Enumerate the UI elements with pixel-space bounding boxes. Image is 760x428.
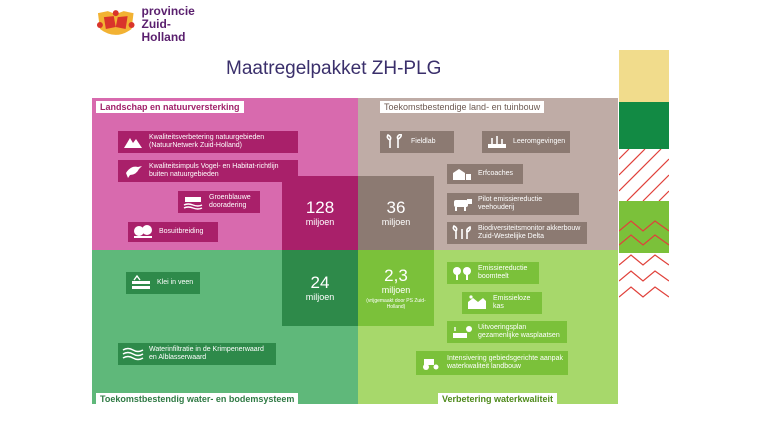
- measure-label: Kwaliteitsimpuls Vogel- en Habitat-richtlijn buiten natuurgebieden: [149, 163, 279, 178]
- measure-label: Groenblauwe dooradering: [209, 194, 251, 209]
- logo-line-1: provincie: [141, 3, 195, 18]
- budget-unit: miljoen: [305, 216, 335, 227]
- page-title: Maatregelpakket ZH-PLG: [226, 58, 442, 79]
- logo-line-2: Zuid-Holland: [141, 16, 186, 44]
- budget-value: 24: [310, 272, 330, 292]
- decor-strip-zigzag: [619, 253, 669, 302]
- budget-unit: miljoen: [305, 291, 335, 302]
- budget-unit: miljoen: [381, 284, 411, 295]
- decor-strip-dark-green: [619, 102, 669, 149]
- quadrant-label-water-quality: Verbetering waterkwaliteit: [438, 393, 557, 405]
- greenhouse-icon: [466, 295, 488, 311]
- measure-label: Klei in veen: [157, 279, 194, 286]
- quadrant-label-landscape: Landschap en natuurversterking: [96, 101, 244, 113]
- province-logo: [94, 3, 214, 44]
- measure-label: Bosuitbreiding: [159, 228, 204, 235]
- measure-emissieloze-kas: [462, 292, 542, 314]
- washing-place-icon: [451, 324, 473, 340]
- measure-label: Biodiversiteitsmonitor akkerbouw Zuid-Westelijke Delta: [478, 225, 581, 240]
- learning-field-icon: [486, 134, 508, 150]
- soil-layers-icon: [130, 275, 152, 291]
- measure-label: Erfcoaches: [478, 170, 514, 177]
- measure-label: Waterinfiltratie in de Krimpenerwaard en Alblasserwaard: [149, 346, 264, 361]
- measure-label: Intensivering gebiedsgerichte aanpak waterkwaliteit landbouw: [447, 355, 563, 370]
- measure-pilot-emissie: [447, 193, 579, 215]
- measure-label: Fieldlab: [411, 138, 436, 145]
- measure-bosuitbreiding: [128, 222, 218, 242]
- farm-icon: [451, 166, 473, 182]
- budget-value: 128: [305, 197, 335, 217]
- budget-landscape: [282, 176, 358, 250]
- budget-agriculture: [358, 176, 434, 250]
- decor-strip-yellow: [619, 50, 669, 102]
- cow-icon: [451, 196, 473, 212]
- water-landscape-icon: [182, 194, 204, 210]
- measure-label: Leeromgevingen: [513, 138, 566, 145]
- coat-of-arms-icon: [94, 9, 138, 39]
- measure-biodiversiteit: [447, 222, 587, 244]
- water-waves-icon: [122, 346, 144, 362]
- budget-note: (vrijgemaakt door PS Zuid-Holland): [366, 297, 426, 310]
- measure-waterinfiltratie: [118, 343, 276, 365]
- measure-uitvoeringsplan: [447, 321, 567, 343]
- decor-strip-lime-pattern: [619, 201, 669, 253]
- measure-label: Emissiereductie boomteelt: [478, 265, 528, 280]
- measure-label: Uitvoeringsplan gezamenlijke wasplaatsen: [478, 324, 560, 339]
- crop-icon: [384, 134, 406, 150]
- measure-klei-in-veen: [126, 272, 200, 294]
- forest-icon: [132, 224, 154, 240]
- measure-kwaliteitsverbetering: [118, 131, 298, 153]
- budget-water-soil: [282, 250, 358, 326]
- budget-water-quality: [358, 250, 434, 326]
- nature-reserve-icon: [122, 134, 144, 150]
- measure-label: Pilot emissiereductie veehouderij: [478, 196, 543, 211]
- tree-nursery-icon: [451, 265, 473, 281]
- tractor-icon: [420, 355, 442, 371]
- quadrant-label-agriculture: Toekomstbestendige land- en tuinbouw: [380, 101, 544, 113]
- budget-value: 2,3: [384, 265, 408, 285]
- measure-label: Emissieloze kas: [493, 295, 531, 310]
- bird-icon: [122, 163, 144, 179]
- measure-erfcoaches: [447, 164, 523, 184]
- measure-label: Kwaliteitsverbetering natuurgebieden (NatuurNetwerk Zuid-Holland): [149, 134, 265, 149]
- measure-kwaliteitsimpuls: [118, 160, 298, 182]
- measure-emissie-boomteelt: [447, 262, 539, 284]
- measure-leeromgevingen: [482, 131, 570, 153]
- budget-value: 36: [386, 197, 406, 217]
- decor-strip-red-pattern: [619, 149, 669, 201]
- measure-groenblauwe: [178, 191, 260, 213]
- plant-monitor-icon: [451, 225, 473, 241]
- measure-intensivering: [416, 351, 568, 375]
- measure-fieldlab: [380, 131, 454, 153]
- budget-unit: miljoen: [381, 216, 411, 227]
- quadrant-label-water-soil: Toekomstbestendig water- en bodemsysteem: [96, 393, 298, 405]
